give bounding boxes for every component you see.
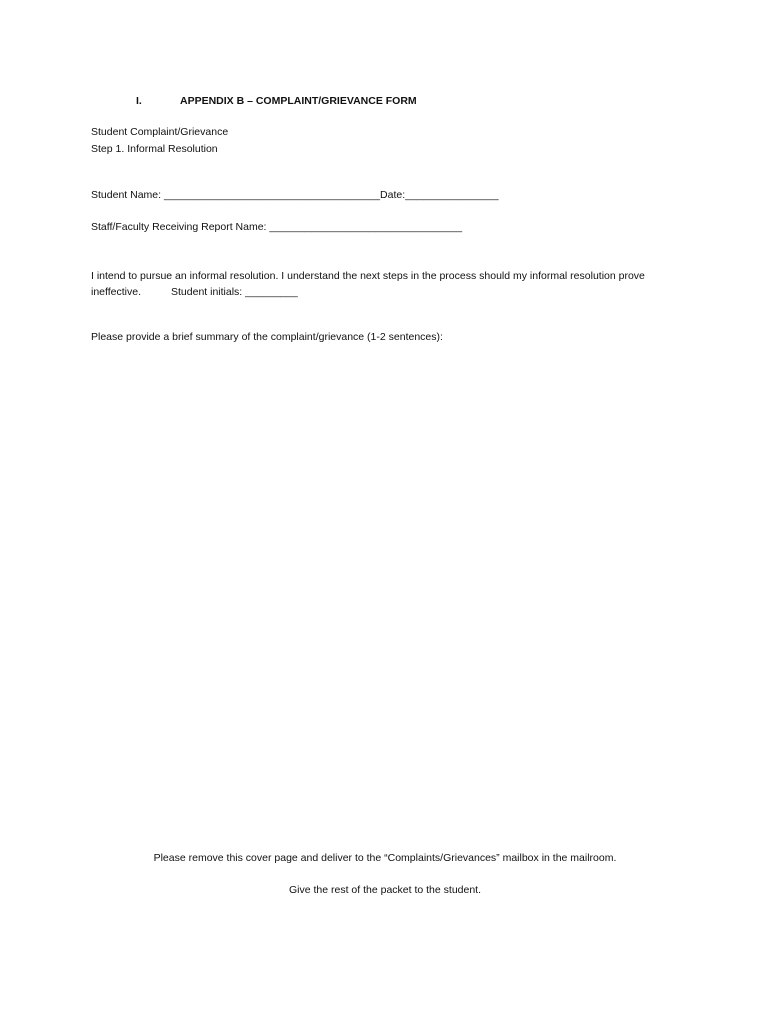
footer-instruction-2: Give the rest of the packet to the student. — [288, 884, 482, 896]
student-name-field[interactable]: Student Name: _____________________________________Date:________________ — [91, 189, 499, 201]
form-subtitle: Student Complaint/Grievance — [91, 126, 229, 138]
footer-instruction-1: Please remove this cover page and deliver to the “Complaints/Grievances” mailbox in the mailroom. — [153, 852, 617, 864]
statement-paragraph — [91, 268, 691, 300]
student-initials-field[interactable]: Student initials: _________ — [171, 286, 298, 298]
form-title: APPENDIX B – COMPLAINT/GRIEVANCE FORM — [180, 95, 417, 107]
section-heading — [136, 95, 417, 107]
summary-prompt: Please provide a brief summary of the complaint/grievance (1-2 sentences): — [91, 331, 443, 343]
step-label: Step 1. Informal Resolution — [91, 143, 218, 155]
statement-text: I intend to pursue an informal resolution. I understand the next steps in the process should my informal resolution prove ineffective. — [91, 270, 645, 298]
section-number: I. — [136, 95, 142, 107]
staff-name-field[interactable]: Staff/Faculty Receiving Report Name: _________________________________ — [91, 221, 463, 233]
